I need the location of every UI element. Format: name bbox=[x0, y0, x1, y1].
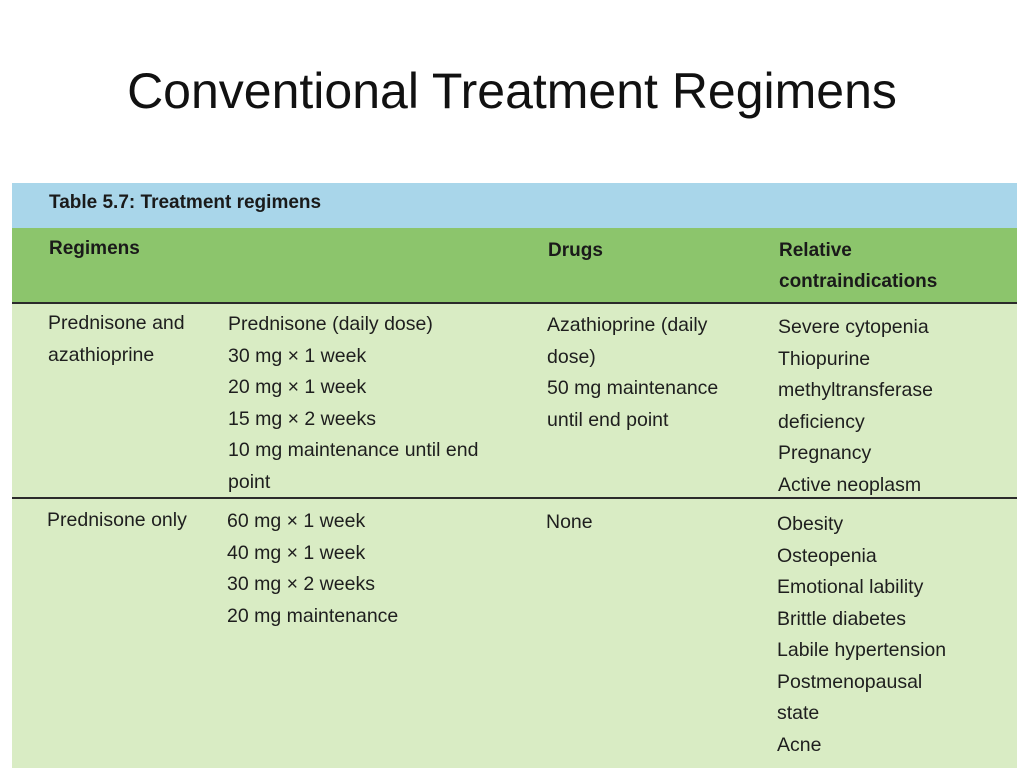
contraindication-line: Thiopurine bbox=[778, 347, 871, 370]
table-row-1-contraindications bbox=[778, 312, 933, 501]
contraindication-line: methyltransferase bbox=[778, 379, 933, 401]
contraindication-line: Postmenopausal bbox=[777, 670, 923, 693]
table-row-1-drugs bbox=[547, 310, 718, 436]
table-row-2-regimen bbox=[47, 505, 187, 537]
contraindication-line: state bbox=[777, 702, 820, 724]
contraindication-line: Pregnancy bbox=[778, 442, 872, 464]
header-drugs: Drugs bbox=[548, 240, 603, 261]
table-row-2-dosing bbox=[227, 506, 398, 632]
table-row-2-contraindications bbox=[777, 509, 946, 761]
table-caption: Table 5.7: Treatment regimens bbox=[49, 192, 322, 213]
table-scan bbox=[12, 183, 1017, 768]
contraindication-line: Labile hypertension bbox=[777, 639, 947, 661]
dosing-line: 10 mg maintenance until end bbox=[228, 439, 479, 461]
table-header bbox=[12, 228, 1017, 302]
dosing-line: 15 mg × 2 weeks bbox=[228, 407, 376, 430]
contraindication-line: Osteopenia bbox=[777, 544, 877, 567]
drugs-line: until end point bbox=[547, 408, 669, 431]
dosing-line: 60 mg × 1 week bbox=[227, 510, 366, 532]
table-row-2-drugs bbox=[546, 507, 593, 539]
contraindication-line: Emotional lability bbox=[777, 576, 924, 598]
dosing-line: point bbox=[228, 470, 271, 493]
contraindication-line: deficiency bbox=[778, 410, 865, 433]
dosing-line: 20 mg maintenance bbox=[227, 604, 399, 627]
table-caption-bar bbox=[12, 183, 1017, 228]
header-regimens: Regimens bbox=[49, 238, 140, 259]
contraindication-line: Active neoplasm bbox=[778, 473, 922, 496]
header-contraindications-line2: contraindications bbox=[779, 271, 938, 292]
contraindication-line: Obesity bbox=[777, 513, 844, 535]
drugs-line: Azathioprine (daily bbox=[547, 314, 708, 336]
dosing-line: 30 mg × 1 week bbox=[228, 344, 367, 367]
dosing-line: 40 mg × 1 week bbox=[227, 541, 366, 564]
dosing-line: 30 mg × 2 weeks bbox=[227, 573, 375, 595]
slide-title: Conventional Treatment Regimens bbox=[127, 63, 897, 119]
table-row-1-dosing bbox=[228, 309, 478, 498]
regimen-line: Prednisone and bbox=[48, 312, 185, 334]
contraindication-line: Severe cytopenia bbox=[778, 316, 929, 338]
header-contraindications-line1: Relative bbox=[779, 240, 852, 261]
drugs-line: 50 mg maintenance bbox=[547, 377, 719, 399]
row-divider-rule bbox=[12, 497, 1017, 499]
dosing-line: 20 mg × 1 week bbox=[228, 376, 367, 398]
contraindication-line: Acne bbox=[777, 733, 822, 756]
dosing-line: Prednisone (daily dose) bbox=[228, 313, 433, 335]
drugs-line: None bbox=[546, 511, 593, 533]
regimen-line: azathioprine bbox=[48, 343, 155, 366]
header-rule bbox=[12, 302, 1017, 304]
contraindication-line: Brittle diabetes bbox=[777, 607, 906, 630]
table-row-1-regimen bbox=[48, 308, 185, 371]
drugs-line: dose) bbox=[547, 345, 596, 368]
regimen-line: Prednisone only bbox=[47, 509, 187, 531]
